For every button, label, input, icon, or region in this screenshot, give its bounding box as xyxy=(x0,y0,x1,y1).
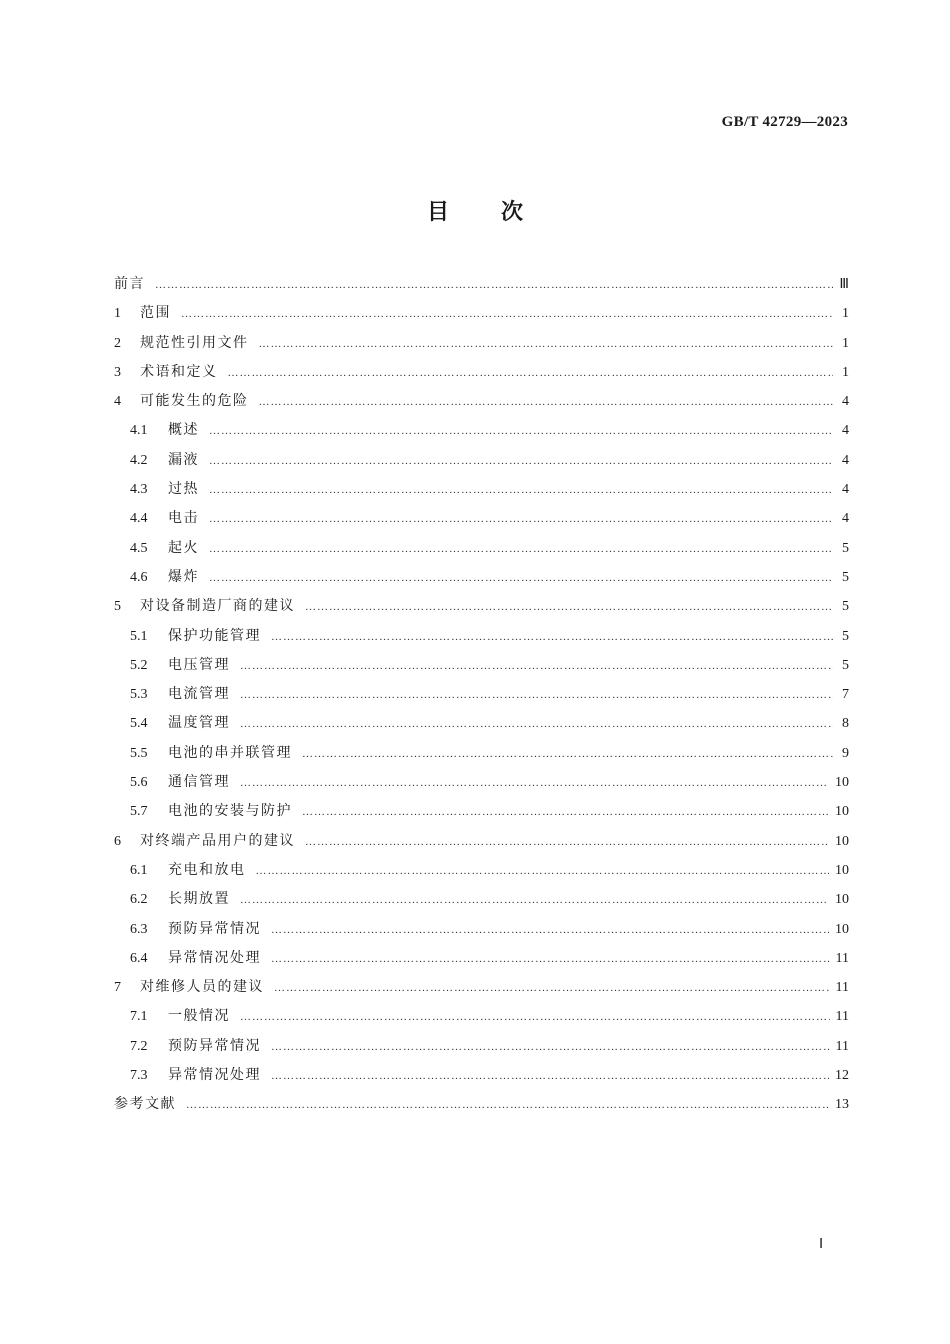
toc-entry[interactable] xyxy=(114,1002,849,1031)
toc-entry-label: 温度管理 xyxy=(168,715,230,732)
toc-entry-number: 7 xyxy=(114,980,121,996)
toc-entry[interactable] xyxy=(114,622,849,651)
toc-entry-number: 4.1 xyxy=(130,423,148,439)
toc-entry[interactable] xyxy=(114,827,849,856)
dot-leader xyxy=(302,740,833,769)
toc-entry-number: 4.6 xyxy=(130,569,148,585)
toc-entry-number: 6.3 xyxy=(130,921,148,937)
toc-entry-page: 11 xyxy=(835,1009,849,1025)
toc-entry-label: 起火 xyxy=(168,539,199,556)
toc-entry-page: 10 xyxy=(835,775,849,791)
toc-entry-number: 5.4 xyxy=(130,716,148,732)
dot-leader xyxy=(209,447,833,476)
dot-leader xyxy=(256,857,830,886)
toc-entry[interactable] xyxy=(114,651,849,680)
toc-entry[interactable] xyxy=(114,534,849,563)
toc-entry[interactable] xyxy=(114,856,849,885)
dot-leader xyxy=(271,1062,829,1091)
toc-entry[interactable] xyxy=(114,797,849,826)
toc-entry-page: 12 xyxy=(835,1068,849,1084)
dot-leader xyxy=(209,535,833,564)
toc-entry-page: 10 xyxy=(835,804,849,820)
toc-entry-label: 前言 xyxy=(114,276,145,292)
toc-entry-label: 预防异常情况 xyxy=(168,920,261,937)
toc-entry[interactable] xyxy=(114,680,849,709)
toc-entry-number: 5.7 xyxy=(130,804,148,820)
toc-entry-page: 1 xyxy=(842,335,849,351)
toc-entry-page: 5 xyxy=(842,599,849,615)
page-number: Ⅰ xyxy=(819,1237,824,1252)
dot-leader xyxy=(259,330,834,359)
toc-entry-number: 6.4 xyxy=(130,950,148,966)
toc-entry-page: 4 xyxy=(842,482,849,498)
dot-leader xyxy=(228,359,834,388)
dot-leader xyxy=(274,974,830,1003)
dot-leader xyxy=(209,417,833,446)
toc-entry[interactable] xyxy=(114,563,849,592)
toc-entry-number: 5.1 xyxy=(130,628,148,644)
toc-entry-page: 10 xyxy=(835,862,849,878)
toc-entry[interactable] xyxy=(114,475,849,504)
dot-leader xyxy=(271,1033,830,1062)
toc-entry-number: 7.3 xyxy=(130,1068,148,1084)
toc-entry[interactable] xyxy=(114,299,849,328)
toc-entry[interactable] xyxy=(114,1061,849,1090)
toc-entry-number: 5 xyxy=(114,599,121,615)
toc-entry[interactable] xyxy=(114,768,849,797)
toc-entry-label: 通信管理 xyxy=(168,774,230,791)
toc-entry-number: 1 xyxy=(114,306,121,322)
page-title xyxy=(0,195,950,226)
toc-entry-label: 保护功能管理 xyxy=(168,627,261,644)
toc-entry-page: 4 xyxy=(842,423,849,439)
toc-entry-page: 1 xyxy=(842,364,849,380)
toc-entry-page: 4 xyxy=(842,452,849,468)
toc-entry-label: 对维修人员的建议 xyxy=(140,979,264,996)
toc-entry-number: 6.1 xyxy=(130,862,148,878)
toc-entry-number: 4.5 xyxy=(130,540,148,556)
toc-entry-label: 漏液 xyxy=(168,451,199,468)
toc-entry-number: 7.1 xyxy=(130,1009,148,1025)
dot-leader xyxy=(271,623,833,652)
dot-leader xyxy=(240,769,829,798)
toc-entry-label: 术语和定义 xyxy=(140,363,218,380)
toc-entry[interactable] xyxy=(114,358,849,387)
toc-entry-page: 13 xyxy=(835,1097,849,1113)
toc-entry-label: 预防异常情况 xyxy=(168,1037,261,1054)
toc-entry[interactable] xyxy=(114,885,849,914)
toc-entry-label: 参考文献 xyxy=(114,1096,176,1113)
toc-entry[interactable] xyxy=(114,504,849,533)
toc-entry-page: 8 xyxy=(842,716,849,732)
toc-entry[interactable] xyxy=(114,973,849,1002)
toc-entry-label: 充电和放电 xyxy=(168,861,246,878)
toc-entry-number: 6 xyxy=(114,833,121,849)
toc-entry-page: 11 xyxy=(835,980,849,996)
toc-entry-label: 对终端产品用户的建议 xyxy=(140,832,295,849)
dot-leader xyxy=(209,564,833,593)
dot-leader xyxy=(271,916,829,945)
toc-entry-number: 2 xyxy=(114,335,121,351)
toc-entry-number: 4.4 xyxy=(130,511,148,527)
toc-entry-label: 电压管理 xyxy=(168,656,230,673)
toc-entry-page: 9 xyxy=(842,745,849,761)
toc-entry-page: 11 xyxy=(835,950,849,966)
toc-entry-number: 5.6 xyxy=(130,775,148,791)
table-of-contents xyxy=(114,270,849,1120)
toc-entry-page: 1 xyxy=(842,306,849,322)
title-part-2: 次 xyxy=(501,200,524,225)
toc-entry[interactable] xyxy=(114,915,849,944)
toc-entry-label: 长期放置 xyxy=(168,891,230,908)
toc-entry-page: 5 xyxy=(842,540,849,556)
toc-entry-label: 一般情况 xyxy=(168,1008,230,1025)
standard-code: GB/T 42729—2023 xyxy=(721,114,848,130)
toc-entry-page: Ⅲ xyxy=(839,277,849,292)
toc-entry-number: 5.3 xyxy=(130,687,148,703)
toc-entry-page: 4 xyxy=(842,394,849,410)
toc-entry-page: 5 xyxy=(842,569,849,585)
toc-entry[interactable] xyxy=(114,709,849,738)
toc-entry-page: 10 xyxy=(835,892,849,908)
dot-leader xyxy=(209,476,833,505)
toc-entry-label: 电池的安装与防护 xyxy=(168,803,292,820)
toc-entry-label: 电池的串并联管理 xyxy=(168,744,292,761)
toc-entry-page: 10 xyxy=(835,921,849,937)
dot-leader xyxy=(240,1003,830,1032)
toc-entry[interactable] xyxy=(114,446,849,475)
toc-entry-page: 5 xyxy=(842,657,849,673)
dot-leader xyxy=(302,798,829,827)
dot-leader xyxy=(259,388,834,417)
toc-entry-number: 5.2 xyxy=(130,657,148,673)
dot-leader xyxy=(240,652,833,681)
dot-leader xyxy=(155,271,833,300)
toc-entry-page: 4 xyxy=(842,511,849,527)
dot-leader xyxy=(271,945,830,974)
dot-leader xyxy=(240,681,833,710)
dot-leader xyxy=(305,828,829,857)
toc-entry[interactable] xyxy=(114,592,849,621)
toc-entry-number: 4 xyxy=(114,394,121,410)
toc-entry[interactable] xyxy=(114,387,849,416)
toc-entry-page: 5 xyxy=(842,628,849,644)
toc-entry-label: 异常情况处理 xyxy=(168,1067,261,1084)
dot-leader xyxy=(181,300,833,329)
toc-entry-label: 范围 xyxy=(140,305,171,322)
toc-entry[interactable] xyxy=(114,329,849,358)
toc-entry-label: 过热 xyxy=(168,481,199,498)
toc-entry-label: 异常情况处理 xyxy=(168,949,261,966)
dot-leader xyxy=(186,1091,829,1120)
toc-entry[interactable] xyxy=(114,416,849,445)
toc-entry-label: 电击 xyxy=(168,510,199,527)
dot-leader xyxy=(240,886,829,915)
toc-entry-page: 11 xyxy=(835,1038,849,1054)
toc-entry-label: 爆炸 xyxy=(168,568,199,585)
dot-leader xyxy=(240,710,833,739)
toc-entry-number: 5.5 xyxy=(130,745,148,761)
toc-entry-number: 7.2 xyxy=(130,1038,148,1054)
dot-leader xyxy=(305,593,833,622)
toc-entry-label: 概述 xyxy=(168,422,199,439)
toc-entry-page: 7 xyxy=(842,687,849,703)
toc-entry-label: 规范性引用文件 xyxy=(140,334,249,351)
toc-entry-number: 3 xyxy=(114,364,121,380)
toc-entry-label: 对设备制造厂商的建议 xyxy=(140,598,295,615)
toc-entry-page: 10 xyxy=(835,833,849,849)
toc-entry[interactable] xyxy=(114,944,849,973)
title-part-1: 目 xyxy=(426,200,449,225)
toc-entry-number: 4.2 xyxy=(130,452,148,468)
toc-entry[interactable] xyxy=(114,1032,849,1061)
toc-entry-number: 4.3 xyxy=(130,482,148,498)
toc-entry-label: 可能发生的危险 xyxy=(140,393,249,410)
toc-entry[interactable] xyxy=(114,739,849,768)
toc-entry-label: 电流管理 xyxy=(168,686,230,703)
toc-entry[interactable] xyxy=(114,1090,849,1119)
toc-entry-number: 6.2 xyxy=(130,892,148,908)
toc-entry[interactable] xyxy=(114,270,849,299)
dot-leader xyxy=(209,505,833,534)
